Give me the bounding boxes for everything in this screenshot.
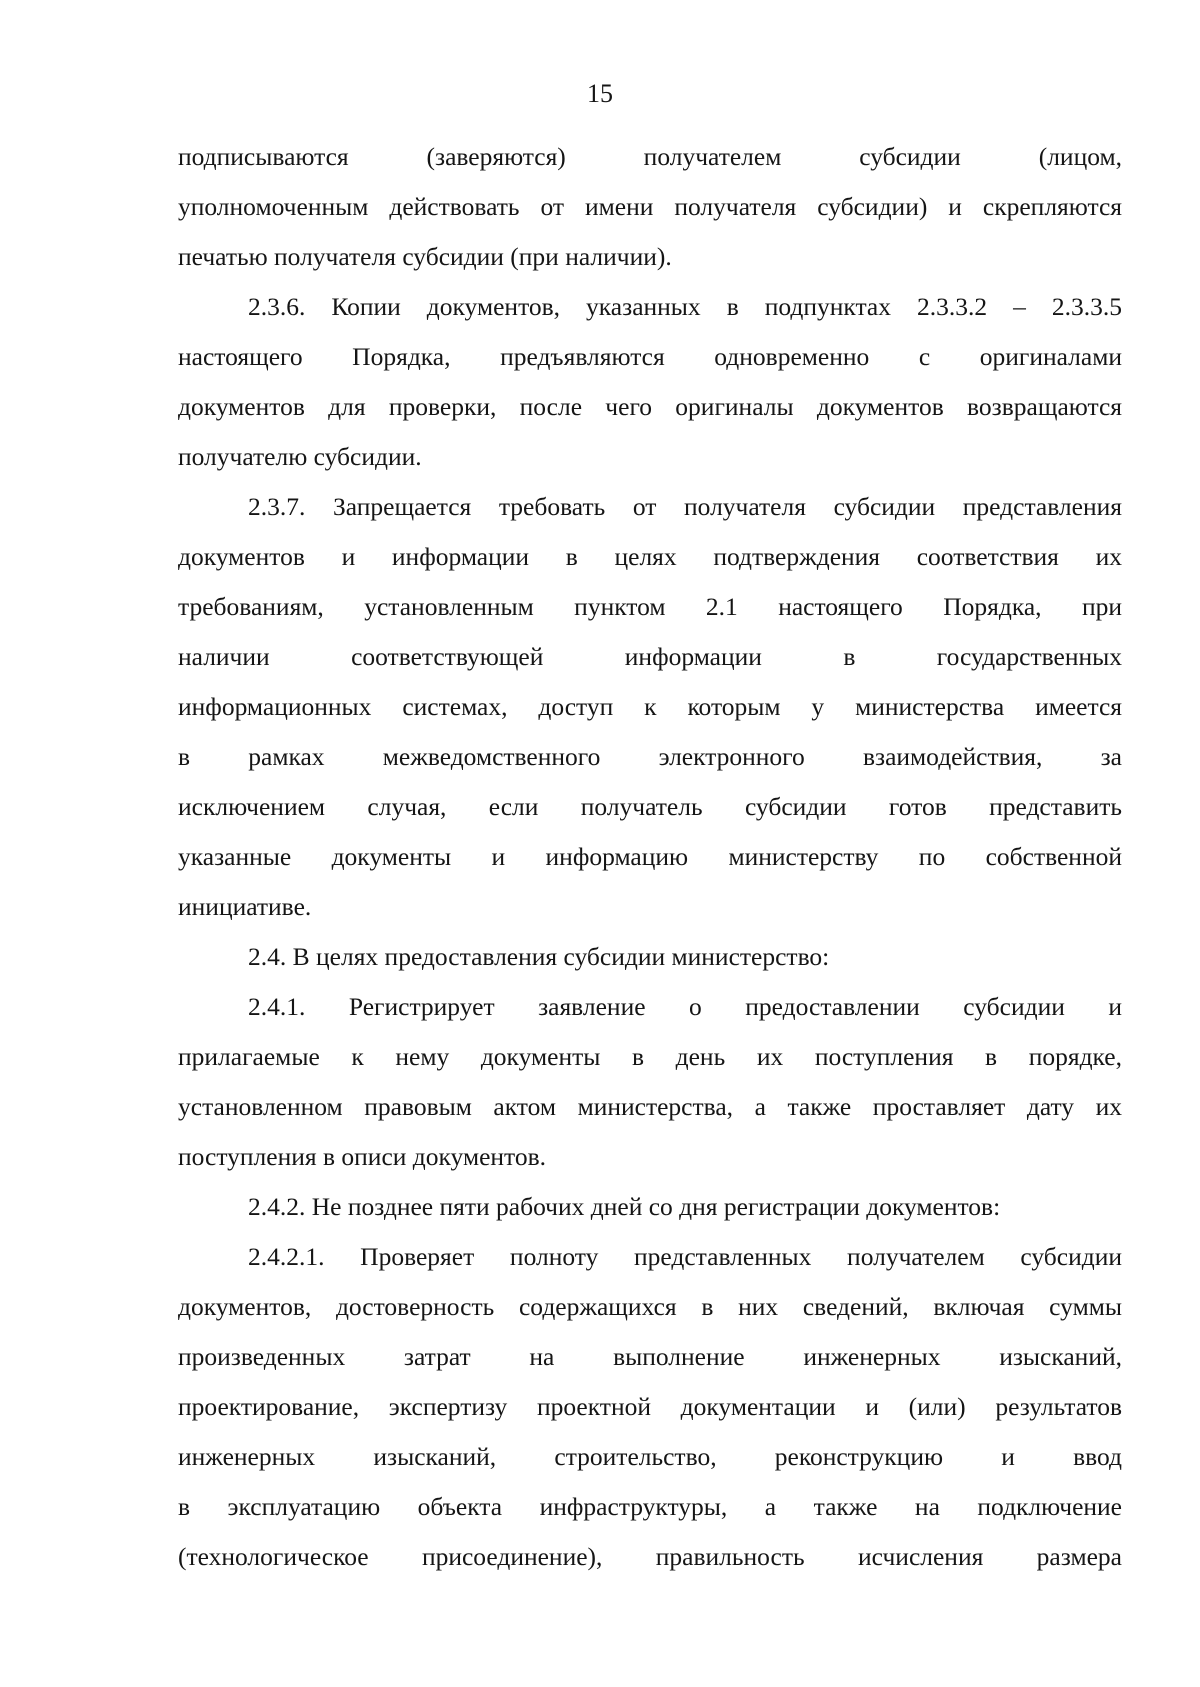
page-number: 15 (587, 79, 613, 108)
text-line: уполномоченным действовать от имени получателя субсидии) и скрепляются (178, 192, 1122, 221)
text-line: 2.4. В целях предоставления субсидии министерство: (248, 942, 830, 971)
text-line: настоящего Порядка, предъявляются одновременно с оригиналами (178, 342, 1122, 371)
text-line: требованиям, установленным пунктом 2.1 настоящего Порядка, при (178, 592, 1122, 621)
text-line: 2.4.2. Не позднее пяти рабочих дней со дня регистрации документов: (248, 1192, 1001, 1221)
text-line: в рамках межведомственного электронного взаимодействия, за (178, 742, 1122, 771)
text-line: инженерных изысканий, строительство, реконструкцию и ввод (178, 1442, 1122, 1471)
text-line: получателю субсидии. (178, 442, 422, 471)
text-line: 2.3.7. Запрещается требовать от получателя субсидии представления (248, 492, 1122, 521)
text-line: наличии соответствующей информации в государственных (178, 642, 1122, 671)
text-line: исключением случая, если получатель субсидии готов представить (178, 792, 1122, 821)
text-line: инициативе. (178, 892, 312, 921)
text-line: установленном правовым актом министерства, а также проставляет дату их (178, 1092, 1122, 1121)
text-line: подписываются (заверяются) получателем субсидии (лицом, (178, 142, 1122, 171)
text-line: информационных системах, доступ к которым у министерства имеется (178, 692, 1122, 721)
text-line: поступления в описи документов. (178, 1142, 547, 1171)
text-line: проектирование, экспертизу проектной документации и (или) результатов (178, 1392, 1122, 1421)
text-line: печатью получателя субсидии (при наличии). (178, 242, 672, 271)
text-line: указанные документы и информацию министерству по собственной (178, 842, 1122, 871)
text-line: прилагаемые к нему документы в день их поступления в порядке, (178, 1042, 1122, 1071)
text-line: произведенных затрат на выполнение инженерных изысканий, (178, 1342, 1122, 1371)
text-line: (технологическое присоединение), правильность исчисления размера (178, 1542, 1122, 1571)
text-line: документов для проверки, после чего оригиналы документов возвращаются (178, 392, 1122, 421)
text-line: 2.3.6. Копии документов, указанных в подпунктах 2.3.3.2 – 2.3.3.5 (248, 292, 1122, 321)
text-line: документов, достоверность содержащихся в них сведений, включая суммы (178, 1292, 1122, 1321)
text-line: документов и информации в целях подтверждения соответствия их (178, 542, 1122, 571)
text-line: 2.4.1. Регистрирует заявление о предоставлении субсидии и (248, 992, 1122, 1021)
text-line: 2.4.2.1. Проверяет полноту представленных получателем субсидии (248, 1242, 1122, 1271)
text-line: в эксплуатацию объекта инфраструктуры, а также на подключение (178, 1492, 1122, 1521)
document-body (178, 132, 1122, 1582)
